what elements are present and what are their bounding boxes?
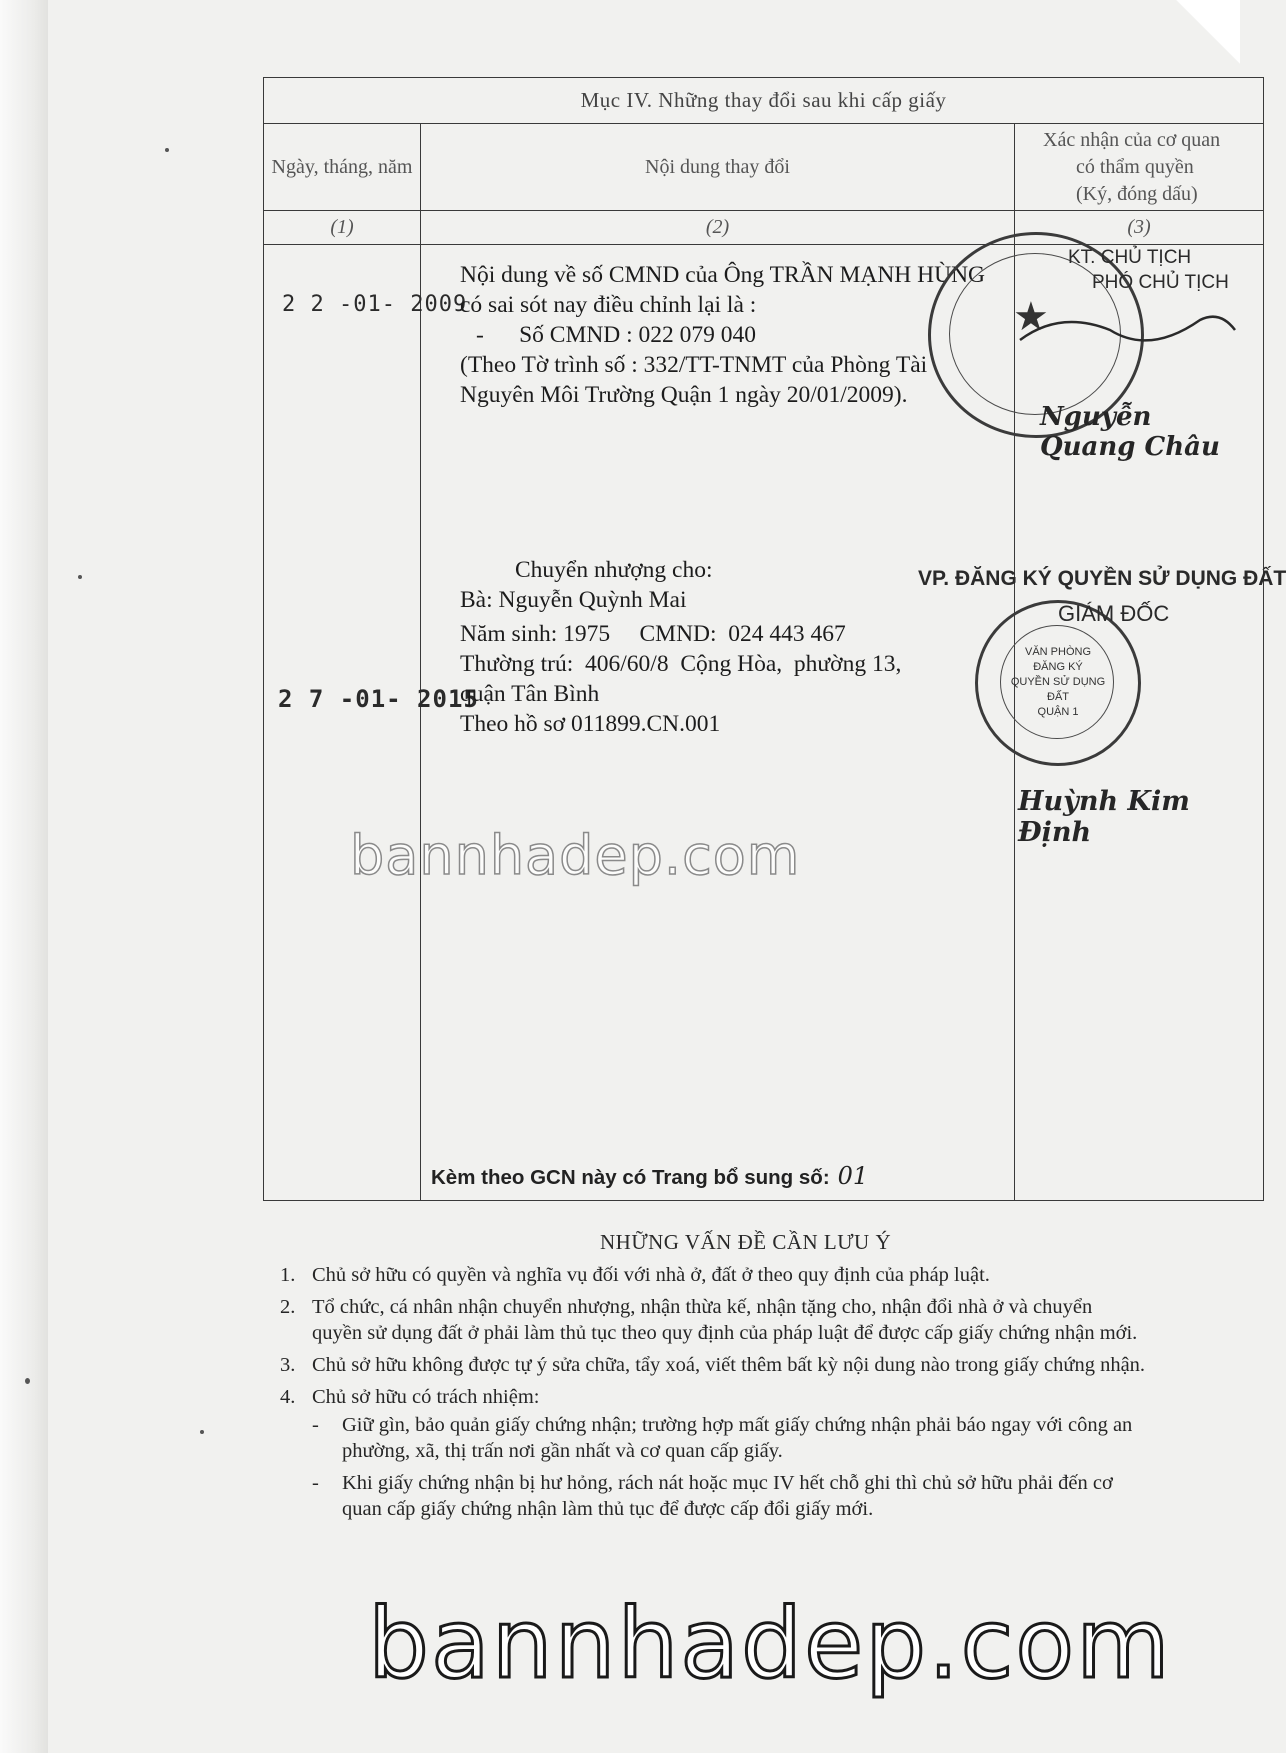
seal-2-text-line: QUẬN 1	[1037, 706, 1079, 718]
note-item	[280, 1352, 1240, 1378]
entry-1-line: Nội dung về số CMND của Ông TRẦN MẠNH HÙNG	[460, 262, 986, 288]
note-subitem	[280, 1470, 1240, 1522]
entry-2-line: Năm sinh: 1975 CMND: 024 443 467	[460, 621, 846, 647]
entry-1-title1: KT. CHỦ TỊCH	[1068, 247, 1192, 268]
seal-2-text-line: VĂN PHÒNG	[1024, 646, 1091, 658]
entry-2-line: Chuyển nhượng cho:	[515, 557, 713, 583]
entry-2-title2: GIÁM ĐỐC	[1058, 601, 1170, 626]
notes-list	[280, 1262, 1240, 1528]
note-dash: -	[312, 1472, 319, 1494]
note-subitem	[280, 1412, 1240, 1464]
note-item	[280, 1384, 1240, 1410]
header-certification-line1: Xác nhận của cơ quan	[1043, 128, 1221, 151]
note-line: Chủ sở hữu không được tự ý sửa chữa, tẩy xoá, viết thêm bất kỳ nội dung nào trong giấy chứng nhận.	[312, 1354, 1146, 1376]
note-line: Chủ sở hữu có trách nhiệm:	[312, 1386, 540, 1408]
col-number-3: (3)	[1015, 211, 1264, 245]
note-number: 4.	[280, 1386, 296, 1408]
entry-1-content	[460, 260, 985, 410]
entry-1-title2: PHÓ CHỦ TỊCH	[1092, 272, 1229, 293]
attachment-number: 01	[837, 1162, 869, 1190]
header-certification-line3: (Ký, đóng dấu)	[1076, 182, 1198, 205]
signature-1-stroke	[1000, 300, 1240, 390]
section-title: Mục IV. Những thay đổi sau khi cấp giấy	[264, 78, 1264, 124]
scan-speck	[25, 1378, 30, 1384]
watermark-large: bannhadep.com	[368, 1588, 1172, 1700]
scan-speck	[200, 1430, 204, 1434]
note-line: Khi giấy chứng nhận bị hư hỏng, rách nát hoặc mục IV hết chỗ ghi thì chủ sở hữu phải đến cơ	[342, 1472, 1113, 1494]
header-certification	[1015, 124, 1264, 211]
seal-2-text	[1000, 645, 1116, 720]
header-certification-line2: có thẩm quyền	[1076, 155, 1194, 178]
entry-2-signer: Huỳnh Kim Định	[1018, 786, 1190, 848]
entry-1-signer: Nguyễn Quang Châu	[1040, 402, 1220, 462]
entry-2-line: quận Tân Bình	[460, 681, 600, 707]
seal-2-text-line: ĐĂNG KÝ	[1033, 661, 1083, 673]
entry-1-line: có sai sót nay điều chỉnh lại là :	[460, 292, 757, 318]
header-date: Ngày, tháng, năm	[264, 124, 421, 211]
header-content: Nội dung thay đổi	[421, 124, 1015, 211]
entry-2-line: Theo hồ sơ 011899.CN.001	[460, 711, 721, 737]
page-left-edge	[0, 0, 48, 1753]
entry-2-content	[460, 555, 901, 739]
scan-speck	[78, 575, 82, 579]
entry-1-date: 2 2 -01- 2009	[282, 292, 468, 317]
col-number-1: (1)	[264, 211, 421, 245]
entry-2-line: Thường trú: 406/60/8 Cộng Hòa, phường 13,	[460, 651, 902, 677]
note-item	[280, 1262, 1240, 1288]
note-number: 2.	[280, 1296, 296, 1318]
entry-2-date: 2 7 -01- 2015	[278, 685, 479, 713]
note-number: 1.	[280, 1264, 296, 1286]
page-corner	[1170, 0, 1240, 70]
attachment-label: Kèm theo GCN này có Trang bổ sung số:	[431, 1166, 830, 1189]
note-line: Giữ gìn, bảo quản giấy chứng nhận; trường hợp mất giấy chứng nhận phải báo ngay với công an	[342, 1414, 1133, 1436]
attachment-line	[431, 1162, 868, 1190]
note-line: Tổ chức, cá nhân nhận chuyển nhượng, nhận thừa kế, nhận tặng cho, nhận đổi nhà ở và chuyển	[312, 1296, 1093, 1318]
seal-2-text-line: QUYỀN SỬ DỤNG ĐẤT	[1010, 676, 1106, 703]
entry-1-line: Nguyên Môi Trường Quận 1 ngày 20/01/2009).	[460, 382, 908, 408]
notes-title: NHỮNG VẤN ĐỀ CẦN LƯU Ý	[600, 1230, 892, 1254]
entry-2-title1: VP. ĐĂNG KÝ QUYỀN SỬ DỤNG ĐẤT	[918, 567, 1286, 590]
entry-1-line: - Số CMND : 022 079 040	[476, 322, 757, 348]
note-line: quan cấp giấy chứng nhận làm thủ tục để được cấp đổi giấy mới.	[342, 1498, 874, 1520]
col-number-2: (2)	[421, 211, 1015, 245]
date-cell	[264, 245, 421, 1201]
note-item	[280, 1294, 1240, 1346]
scan-speck	[165, 148, 169, 152]
entry-1-line: (Theo Tờ trình số : 332/TT-TNMT của Phòng Tài	[460, 352, 928, 378]
note-dash: -	[312, 1414, 319, 1436]
note-number: 3.	[280, 1354, 296, 1376]
note-line: quyền sử dụng đất ở phải làm thủ tục theo quy định của pháp luật để được cấp giấy chứng nhận mới.	[312, 1322, 1138, 1344]
star-icon: ★	[1013, 294, 1049, 339]
watermark-small: bannhadep.com	[350, 824, 801, 887]
note-line: phường, xã, thị trấn nơi gần nhất và cơ quan cấp giấy.	[342, 1440, 783, 1462]
entry-2-line: Bà: Nguyễn Quỳnh Mai	[460, 587, 687, 613]
note-line: Chủ sở hữu có quyền và nghĩa vụ đối với nhà ở, đất ở theo quy định của pháp luật.	[312, 1264, 990, 1286]
